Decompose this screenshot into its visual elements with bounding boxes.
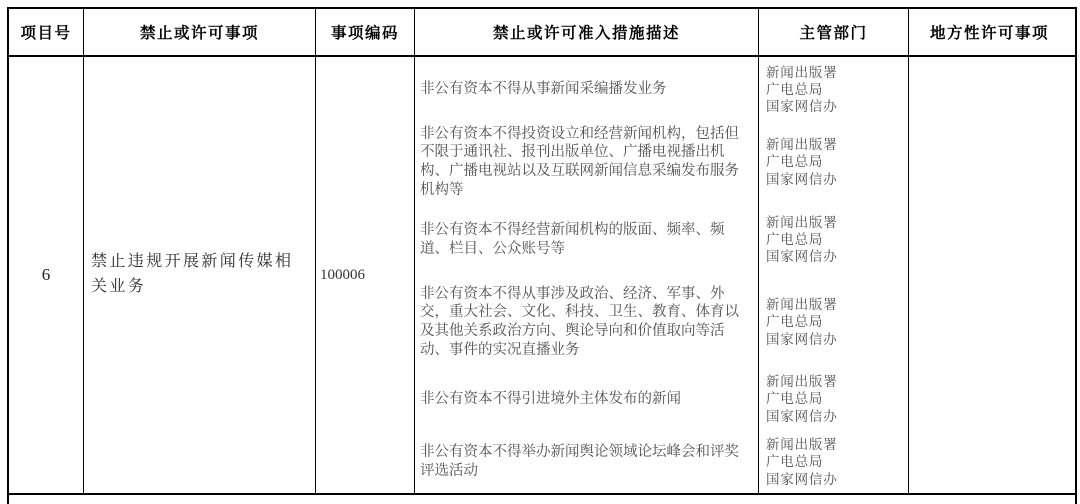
header-item-no: 项目号 [9,9,84,55]
department: 广电总局 [766,454,824,470]
department: 国家网信办 [766,471,838,487]
table-header-row [9,9,1075,57]
item-name-cell: 禁止违规开展新闻传媒相关业务 [84,57,316,493]
measure-subrow [415,431,911,493]
header-measure-desc: 禁止或许可准入措施描述 [415,9,759,55]
department: 新闻出版署 [766,437,838,453]
measure-desc: 非公有资本不得经营新闻机构的版面、频率、频道、栏目、公众账号等 [415,202,759,277]
measure-desc: 非公有资本不得投资设立和经营新闻机构，包括但不限于通讯社、报刊出版单位、广播电视播出机构、广播电视站以及互联网新闻信息采编发布服务机构等 [415,122,759,202]
department: 国家网信办 [766,99,838,115]
department: 新闻出版署 [766,137,838,153]
department: 新闻出版署 [766,374,838,390]
measure-departments [759,57,909,122]
measures-block [415,57,911,493]
header-local-permit: 地方性许可事项 [929,25,1049,42]
measure-subrow [415,202,911,277]
measure-departments [759,202,909,277]
header-item-code: 事项编码 [316,9,415,55]
department: 广电总局 [766,314,824,330]
measure-departments [759,431,909,493]
measure-desc: 非公有资本不得引进境外主体发布的新闻 [415,367,759,431]
department: 广电总局 [766,391,824,407]
department: 国家网信办 [766,331,838,347]
measure-subrow [415,277,911,367]
next-row-partial [9,493,1075,504]
measure-subrow [415,367,911,431]
item-no-cell: 6 [9,57,84,493]
header-department: 主管部门 [759,9,909,55]
measure-desc: 非公有资本不得举办新闻舆论领域论坛峰会和评奖评选活动 [415,431,759,493]
measure-departments [759,277,909,367]
measure-subrow [415,57,911,122]
measure-departments [759,122,909,202]
department: 国家网信办 [766,249,838,265]
department: 新闻出版署 [766,64,838,80]
department: 广电总局 [766,231,824,247]
header-item-name: 禁止或许可事项 [84,9,316,55]
measure-departments [759,367,909,431]
department: 广电总局 [766,81,824,97]
item-code-cell: 100006 [316,57,415,493]
department: 广电总局 [766,154,824,170]
department: 新闻出版署 [766,214,838,230]
local-permit-cell [911,57,1072,493]
measure-desc: 非公有资本不得从事涉及政治、经济、军事、外交，重大社会、文化、科技、卫生、教育、体育以及其他关系政治方向、舆论导向和价值取向等活动、事件的实况直播业务 [415,277,759,367]
table-row [9,57,1075,493]
measure-subrow [415,122,911,202]
access-measures-table [7,7,1077,504]
measure-desc: 非公有资本不得从事新闻采编播发业务 [415,57,759,122]
department: 国家网信办 [766,408,838,424]
department: 国家网信办 [766,171,838,187]
department: 新闻出版署 [766,297,838,313]
